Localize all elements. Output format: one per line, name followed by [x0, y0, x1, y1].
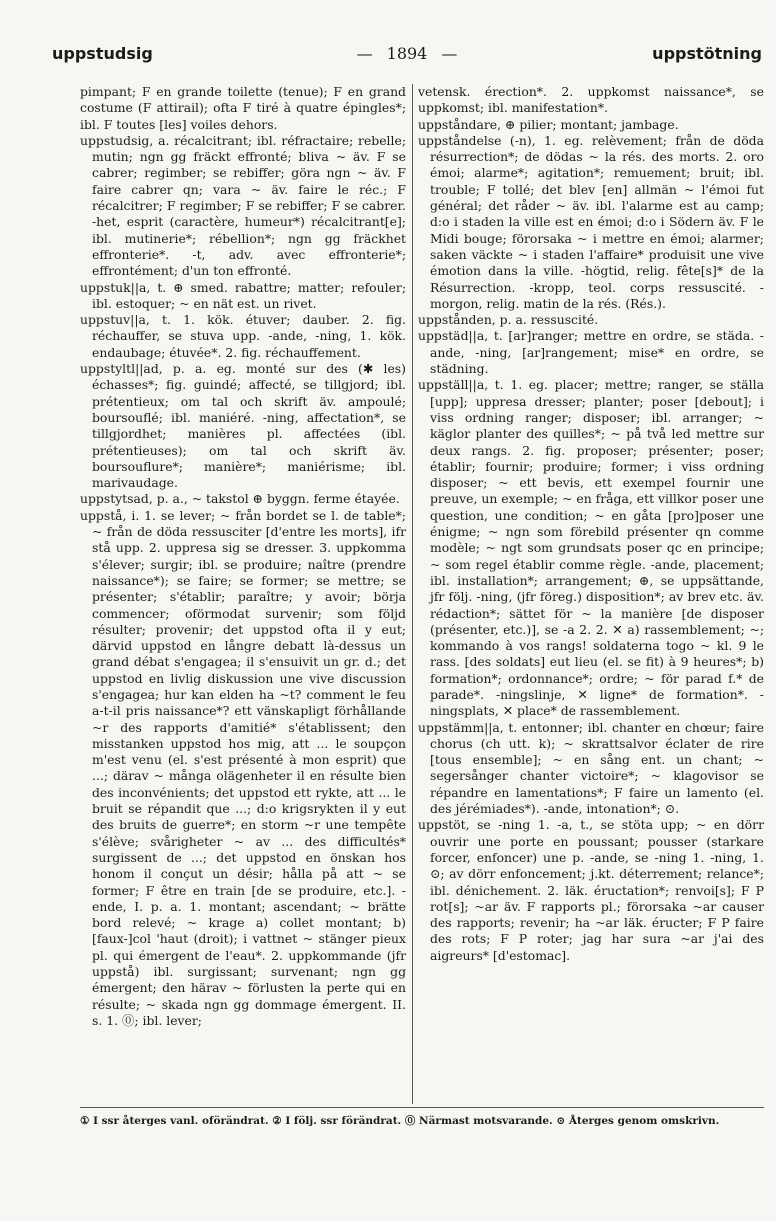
dictionary-entry: uppståndare, ⊕ pilier; montant; jambage.: [418, 116, 679, 132]
dictionary-entry: uppställ||a, t. 1. eg. placer; mettre; ranger, se ställa [upp]; uppresa dresser; planter; poser [debout]; i viss ordning ranger; disposer; ibl. arranger; ~ käglor planter des quilles*; ~ på två led mettre sur deux rangs. 2. fig. proposer; présenter; poser; établir; fournir; produire; former; i viss ordning disposer; ~ ett bevis, ett exempel fournir une preuve, un exemple; ~ en fråga, ett villkor poser une question, une condition; ~ en gåta [pro]poser une énigme; ~ ngn som förebild présenter qn comme modèle; ~ ngt som grundsats poser qc en principe; ~ som regel établir comme règle. -ande, placement; ibl. installation*; arrangement; ⊕, se uppsättande, jfr följ. -ning, (jfr föreg.) disposition*; av brev etc. äv. rédaction*; sättet för ~ la manière [de disposer (présenter, etc.)], se -a 2. 2. ✕ a) rassemblement; ~; kommando à vos rangs! soldaterna togo ~ kl. 9 le rass. [des soldats] eut lieu (el. se fit) à 9 heures*; b) formation*; ordonnance*; ordre; ~ för parad f.* de parade*. -ningslinje, ✕ ligne* de formation*. -ningsplats, ✕ place* de rassemblement.: [418, 377, 764, 719]
footer-rule: [80, 1107, 764, 1108]
dictionary-entry: uppstuv||a, t. 1. kök. étuver; dauber. 2. fig. réchauffer, se stuva upp. -ande, -ning, 1. kök. endaubage; étuvée*. 2. fig. réchauffement.: [80, 312, 406, 360]
dictionary-entry: uppstöt, se -ning 1. -a, t., se stöta upp; ~ en dörr ouvrir une porte en poussant; pousser (starkare forcer, enfoncer) une p. -ande, se -ning 1. -ning, 1. ⊙; av dörr enfoncement; j.kt. déterrement; relance*; ibl. dénichement. 2. läk. éructation*; renvoi[s]; F P rot[s]; ~ar äv. F rapports pl.; förorsaka ~ar causer des rapports; revenir; ha ~ar läk. éructer; F P faire des rots; F P roter; jag har sura ~ar j'ai des aigreurs* [d'estomac].: [418, 817, 764, 963]
dictionary-entry: uppstäd||a, t. [ar]ranger; mettre en ordre, se städa. -ande, -ning, [ar]rangement; mise* en ordre, se städning.: [418, 328, 764, 377]
right-guide-word: uppstötning: [652, 44, 762, 63]
dictionary-entry: uppstyltl||ad, p. a. eg. monté sur des (✱ les) échasses*; fig. guindé; affecté, se tillgjord; ibl. prétentieux; om tal och skrift äv. ampoulé; boursouflé; ibl. maniéré. -ning, affectation*, se tillgjordhet; manières pl. affectées (ibl. prétentieuses); om tal och skrift äv. boursouflure*; manière*; maniérisme; ibl. marivaudage.: [80, 361, 406, 491]
dash-left: —: [356, 44, 373, 63]
dictionary-entry: uppstånden, p. a. ressuscité.: [418, 312, 599, 328]
dictionary-entry: pimpant; F en grande toilette (tenue); F en grand costume (F attirail); ofta F tiré à quatre épingles*; ibl. F toutes [les] voiles dehors.: [80, 84, 406, 132]
page-header: [52, 44, 762, 70]
left-guide-word: uppstudsig: [52, 44, 153, 63]
page-number: 1894: [386, 44, 428, 63]
dictionary-entry: uppstytsad, p. a., ~ takstol ⊕ byggn. ferme étayée.: [80, 491, 400, 507]
dictionary-entry: uppstuk||a, t. ⊕ smed. rabattre; matter; refouler; ibl. estoquer; ~ en nät est. un rivet.: [80, 279, 406, 311]
dictionary-entry: uppstå, i. 1. se lever; ~ från bordet se l. de table*; ~ från de döda ressusciter [d'entre les morts], ifr stå upp. 2. uppresa sig se dresser. 3. uppkomma s'élever; surgir; ibl. se produire; naître (prendre naissance*); se faire; se former; se mettre; se présenter; s'établir; paraître; y avoir; börja commencer; oförmodat survenir; som följd résulter; provenir; det uppstod ofta il y eut; därvid uppstod en långre debatt là-dessus un grand débat s'engagea; il s'ensuivit un gr. d.; det uppstod en livlig diskussion une vive discussion s'engagea; hur kan elden ha ~t? comment le feu a-t-il pris naissance*? ett vänskapligt förhållande ~r des rapports d'amitié* s'établissent; den misstanken uppstod hos mig, att ... le soupçon m'est venu (el. s'est présenté à mon esprit) que ...; därav ~ många olägenheter il en résulte bien des inconvénients; det uppstod ett rykte, att ... le bruit se répandit que ...; d:o krigsrykten il y eut des bruits de guerre*; en storm ~r une tempête s'élève; svårigheter ~ av ... des difficultés* surgissent de ...; det uppstod en önskan hos honom il conçut un désir; hålla på att ~ se former; F être en train [de se produire, etc.]. -ende, I. p. a. 1. montant; ascendant; ~ brätte bord relevé; ~ krage a) collet montant; b) [faux-]col 'haut (droit); i vattnet ~ stänger pieux pl. qui émergent de l'eau*. 2. uppkommande (jfr uppstå) ibl. surgissant; survenant; ngn gg émergent; den härav ~ förlusten la perte qui en résulte; ~ skada ngn gg dommage émergent. II. s. 1. ⓪; ibl. lever;: [80, 507, 406, 1028]
left-column: [80, 84, 406, 1029]
right-column: [418, 84, 764, 964]
footer-legend: ① I ssr återges vanl. oförändrat. ② I följ. ssr förändrat. ⓪ Närmast motsvarande. ⊙ Återges genom omskrivn.: [80, 1115, 720, 1127]
dictionary-entry: uppståndelse (-n), 1. eg. relèvement; från de döda résurrection*; de dödas ~ la rés. des morts. 2. oro émoi; alarme*; agitation*; remuement; bruit; ibl. trouble; F tollé; det blev [en] allmän ~ l'émoi fut général; det råder ~ äv. ibl. l'alarme est au camp; d:o i staden la ville est en émoi; d:o i Södern äv. F le Midi bouge; förorsaka ~ i mettre en émoi; alarmer; saken väckte ~ i staden l'affaire* produisit une vive émotion dans la ville. -högtid, relig. fête[s]* de la Résurrection. -kropp, teol. corps ressuscité. -morgon, relig. matin de la rés. (Rés.).: [418, 132, 764, 311]
dictionary-entry: vetensk. érection*. 2. uppkomst naissance*, se uppkomst; ibl. manifestation*.: [418, 84, 764, 116]
dash-right: —: [441, 44, 458, 63]
column-divider: [412, 84, 413, 1104]
dictionary-entry: uppstudsig, a. récalcitrant; ibl. réfractaire; rebelle; mutin; ngn gg fräckt effronté; bliva ~ äv. F se cabrer; regimber; se rebiffer; göra ngn ~ äv. F faire cabrer qn; vara ~ äv. faire le réc.; F récalcitrer; F regimber; F se rebiffer; F se cabrer. -het, esprit (caractère, humeur*) récalcitrant[e]; ibl. mutinerie*; rébellion*; ngn gg fräckhet effronterie*. -t, adv. avec effronterie*; effrontément; d'un ton effronté.: [80, 132, 406, 279]
dictionary-entry: uppstämm||a, t. entonner; ibl. chanter en chœur; faire chorus (ch utt. k); ~ skrattsalvor éclater de rire [tous ensemble]; ~ en sång ent. un chant; ~ segersånger chanter victoire*; ~ klagovisor se répandre en lamentations*; F faire un lamento (el. des jérémiades*). -ande, intonation*; ⊙.: [418, 719, 764, 817]
